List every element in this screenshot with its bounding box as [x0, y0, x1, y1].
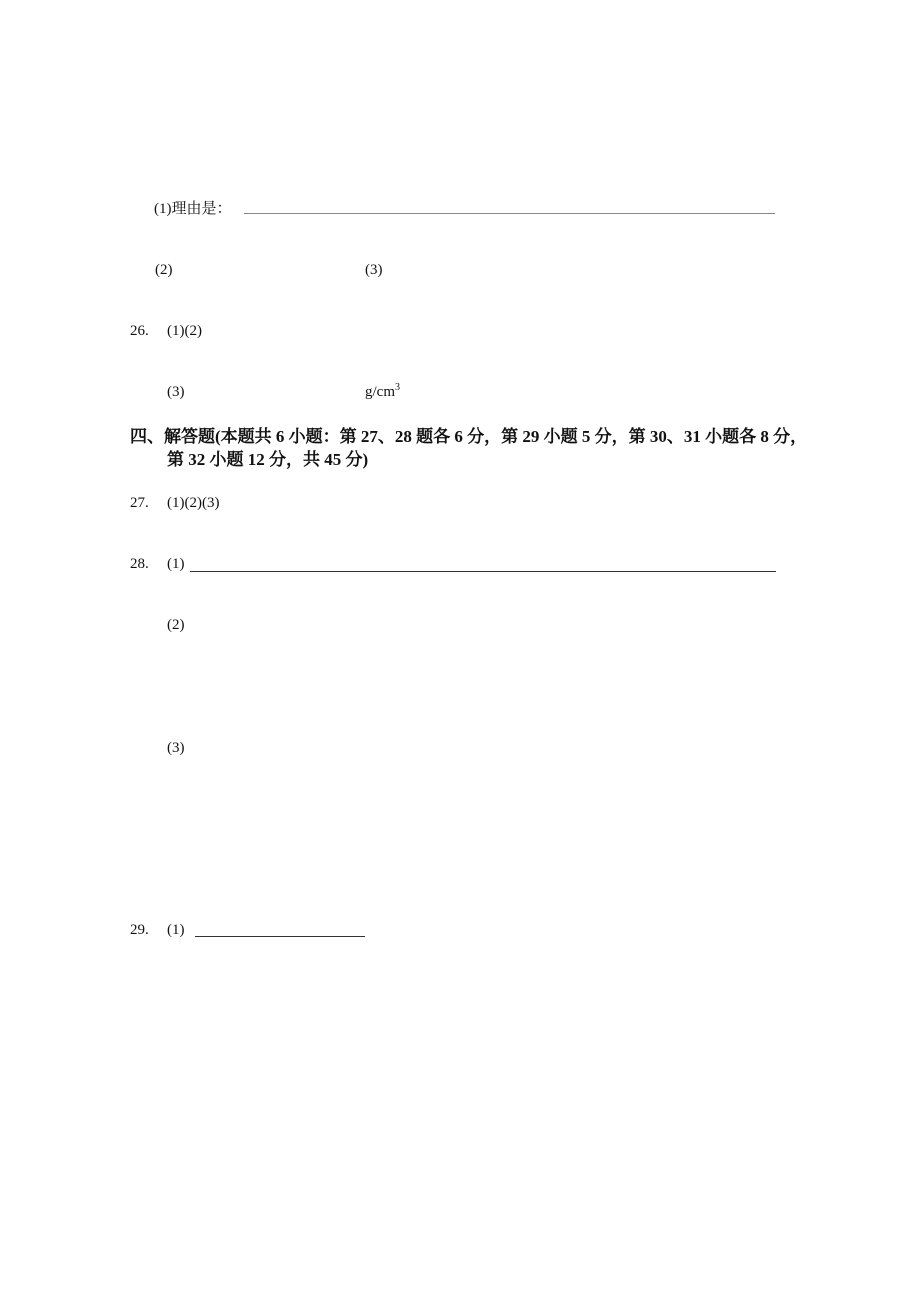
q28-part1-label: (1) — [167, 556, 185, 572]
q26-number: 26. — [130, 323, 149, 339]
q26-part3-label: (3) — [167, 384, 185, 400]
q27-parts-label: (1)(2)(3) — [167, 495, 220, 511]
q26-part12-label: (1)(2) — [167, 323, 202, 339]
q29-number: 29. — [130, 922, 149, 938]
section4-heading-line2: 第 32 小题 12 分，共 45 分) — [167, 450, 369, 469]
q28-number: 28. — [130, 556, 149, 572]
q26-unit-exponent: 3 — [395, 382, 400, 393]
q28-part2-label: (2) — [167, 617, 185, 633]
q27-number: 27. — [130, 495, 149, 511]
q25-part1-answer-line[interactable] — [244, 213, 775, 214]
section4-heading-line1: 四、解答题(本题共 6 小题：第 27、28 题各 6 分，第 29 小题 5 分，第 30、31 小题各 8 分， — [130, 427, 808, 446]
q25-part2-label: (2) — [155, 262, 173, 278]
q26-unit-base: g/cm — [365, 384, 395, 400]
q29-part1-answer-line[interactable] — [195, 936, 365, 937]
q28-part1-answer-line[interactable] — [190, 571, 776, 572]
q29-part1-label: (1) — [167, 922, 185, 938]
q25-part3-label: (3) — [365, 262, 383, 278]
q25-part1-label: (1)理由是： — [154, 201, 232, 217]
q26-unit — [365, 383, 400, 401]
q28-part3-label: (3) — [167, 740, 185, 756]
